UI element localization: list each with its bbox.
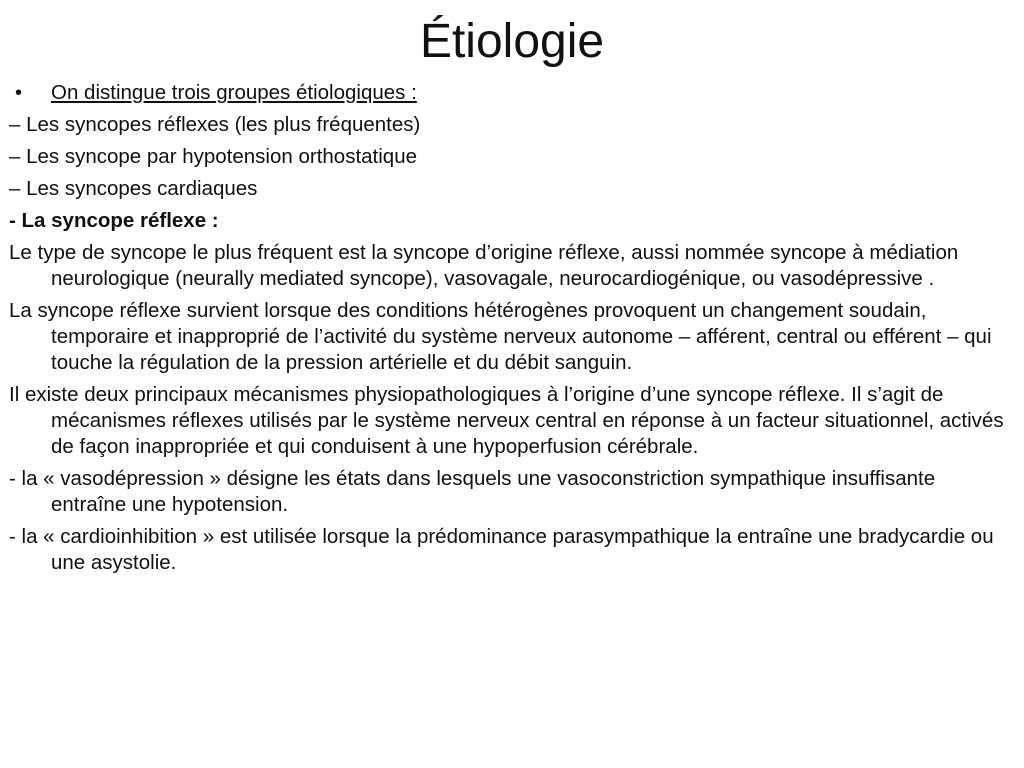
group-item-reflex: – Les syncopes réflexes (les plus fréquentes) xyxy=(9,113,421,136)
paragraph-definition: Le type de syncope le plus fréquent est la syncope d’origine réflexe, aussi nommée syncope à médiation neurologique (neurally mediated syncope), vasovagale, neurocardiogénique, ou vasodépressive . xyxy=(9,241,959,290)
group-item-cardiac: – Les syncopes cardiaques xyxy=(9,177,258,200)
intro-text: On distingue trois groupes étiologiques : xyxy=(51,81,417,104)
slide-body xyxy=(9,80,1009,582)
intro-bullet xyxy=(9,80,1009,106)
group-item-orthostatic: – Les syncope par hypotension orthostatique xyxy=(9,145,417,168)
slide-title: Étiologie xyxy=(419,15,605,68)
paragraph-physiopathology: Il existe deux principaux mécanismes physiopathologiques à l’origine d’une syncope réflexe. Il s’agit de mécanismes réflexes utilisés par le système nerveux central en réponse à un facteur situationnel, activés de façon inappropriée et qui conduisent à une hypoperfusion cérébrale. xyxy=(9,383,1004,458)
paragraph-vasodepression: - la « vasodépression » désigne les états dans lesquels une vasoconstriction sympathique insuffisante entraîne une hypotension. xyxy=(9,467,936,516)
paragraph-mechanism: La syncope réflexe survient lorsque des conditions hétérogènes provoquent un changement soudain, temporaire et inapproprié de l’activité du système nerveux autonome – afférent, central ou efférent – qui touche la régulation de la pression artérielle et du débit sanguin. xyxy=(9,299,992,374)
paragraph-cardioinhibition: - la « cardioinhibition » est utilisée lorsque la prédominance parasympathique la entraîne une bradycardie ou une asystolie. xyxy=(9,525,994,574)
bullet-icon: • xyxy=(15,82,23,104)
section-heading: - La syncope réflexe : xyxy=(9,209,219,232)
